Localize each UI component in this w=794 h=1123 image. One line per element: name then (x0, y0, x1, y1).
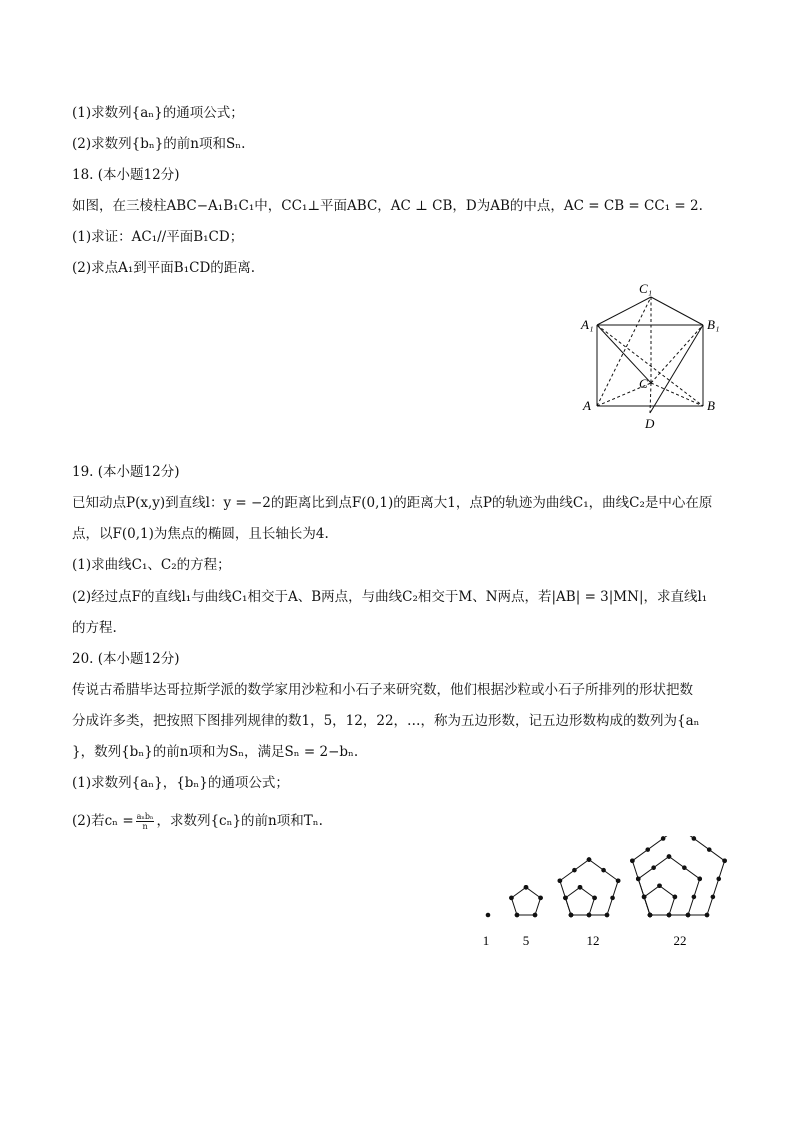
q18-part2: (2)求点A₁到平面B₁CD的距离. (72, 260, 256, 276)
q19-stem-line2: 点，以F(0,1)为焦点的椭圆，且长轴长为4. (72, 526, 329, 542)
pebble-dot (587, 857, 592, 862)
pebble-dot (630, 858, 635, 863)
q20-stem-line1: 传说古希腊毕达哥拉斯学派的数学家用沙粒和小石子来研究数，他们根据沙粒或小石子所排列的形状把数 (72, 682, 693, 698)
pebble-dot (645, 847, 650, 852)
pebble-dot (592, 896, 597, 901)
label-C: C (639, 376, 648, 391)
label-1: 1 (482, 933, 490, 948)
pebble-dot (605, 913, 610, 918)
pentagonal-numbers-figure (470, 836, 740, 956)
pebble-dot (642, 895, 647, 900)
label-A: A (583, 398, 591, 413)
label-5: 5 (522, 933, 530, 948)
q18-part1: (1)求证：AC₁//平面B₁CD； (72, 229, 244, 245)
pebble-dot (524, 885, 529, 890)
pebble-dot (661, 836, 666, 841)
q20-part2: (2)若cₙ = $\frac{\text{aₙbₙ}}{n}$ ，求数列{cₙ}的前n项和Tₙ. (72, 812, 323, 831)
pebble-dot (610, 896, 615, 901)
pentagon-outline (560, 860, 618, 915)
pebble-dot (692, 895, 697, 900)
pebble-dot (697, 877, 702, 882)
pebble-dot (716, 877, 721, 882)
pebble-dot (486, 913, 491, 918)
pebble-dot (651, 865, 656, 870)
q20-part1: (1)求数列{aₙ}，{bₙ}的通项公式； (72, 775, 289, 791)
q20-stem-line2: 分成许多类，把按照下图排列规律的数1，5，12，22，…，称为五边形数，记五边形数构成的数列为{aₙ (72, 713, 700, 729)
q19-part2-line2: 的方程. (72, 620, 117, 636)
pebble-dot (578, 885, 583, 890)
label-12: 12 (586, 933, 600, 948)
c-n-fraction: $\frac{\text{aₙbₙ}}{n}$ (136, 812, 154, 831)
pebble-dot (705, 913, 710, 918)
label-D: D (645, 416, 655, 431)
pebble-dot (648, 913, 653, 918)
pentagon-outline (632, 836, 724, 915)
pebble-dot (667, 854, 672, 859)
pebble-dot (667, 913, 672, 918)
label-B: B (707, 398, 715, 413)
pebble-dot (569, 913, 574, 918)
prism-figure (575, 278, 735, 436)
q19-stem-line1: 已知动点P(x,y)到直线l：y = −2的距离比到点F(0,1)的距离大1，点P的轨迹为曲线C₁，曲线C₂是中心在原 (72, 495, 713, 511)
pebble-dot (682, 865, 687, 870)
q19-part2-line1: (2)经过点F的直线l₁与曲线C₁相交于A、B两点，与曲线C₂相交于M、N两点，若|AB| = 3|MN|，求直线l₁ (72, 589, 708, 605)
q19-header: 19. (本小题12分) (72, 464, 180, 480)
q18-header: 18. (本小题12分) (72, 167, 180, 183)
pebble-dot (587, 913, 592, 918)
pebble-dot (711, 895, 716, 900)
q20-stem-line3: }，数列{bₙ}的前n项和为Sₙ，满足Sₙ = 2−bₙ. (72, 744, 359, 760)
q20-header: 20. (本小题12分) (72, 651, 180, 667)
label-C1: C₁ (639, 281, 653, 296)
pebble-dot (563, 896, 568, 901)
pentagon-outline (511, 887, 540, 915)
pebble-dot (572, 868, 577, 873)
pebble-dot (692, 836, 697, 841)
pebble-dot (616, 878, 621, 883)
pebble-dot (601, 868, 606, 873)
label-22: 22 (673, 933, 687, 948)
pebble-dot (538, 896, 543, 901)
pebble-dot (722, 858, 727, 863)
label-B1: B₁ (707, 317, 720, 332)
pebble-dot (509, 896, 514, 901)
q17-part1: (1)求数列{aₙ}的通项公式； (72, 105, 244, 121)
pebble-dot (558, 878, 563, 883)
pebble-dot (657, 883, 662, 888)
label-A1: A₁ (581, 317, 594, 332)
q17-part2: (2)求数列{bₙ}的前n项和Sₙ. (72, 136, 246, 152)
pebble-dot (673, 895, 678, 900)
q18-stem: 如图，在三棱柱ABC−A₁B₁C₁中，CC₁⊥平面ABC，AC ⊥ CB，D为AB的中点，AC = CB = CC₁ = 2. (72, 198, 703, 214)
pebble-dot (707, 847, 712, 852)
pebble-dot (636, 877, 641, 882)
pebble-dot (515, 913, 520, 918)
q19-part1: (1)求曲线C₁、C₂的方程； (72, 557, 231, 573)
pebble-dot (533, 913, 538, 918)
pebble-dot (686, 913, 691, 918)
